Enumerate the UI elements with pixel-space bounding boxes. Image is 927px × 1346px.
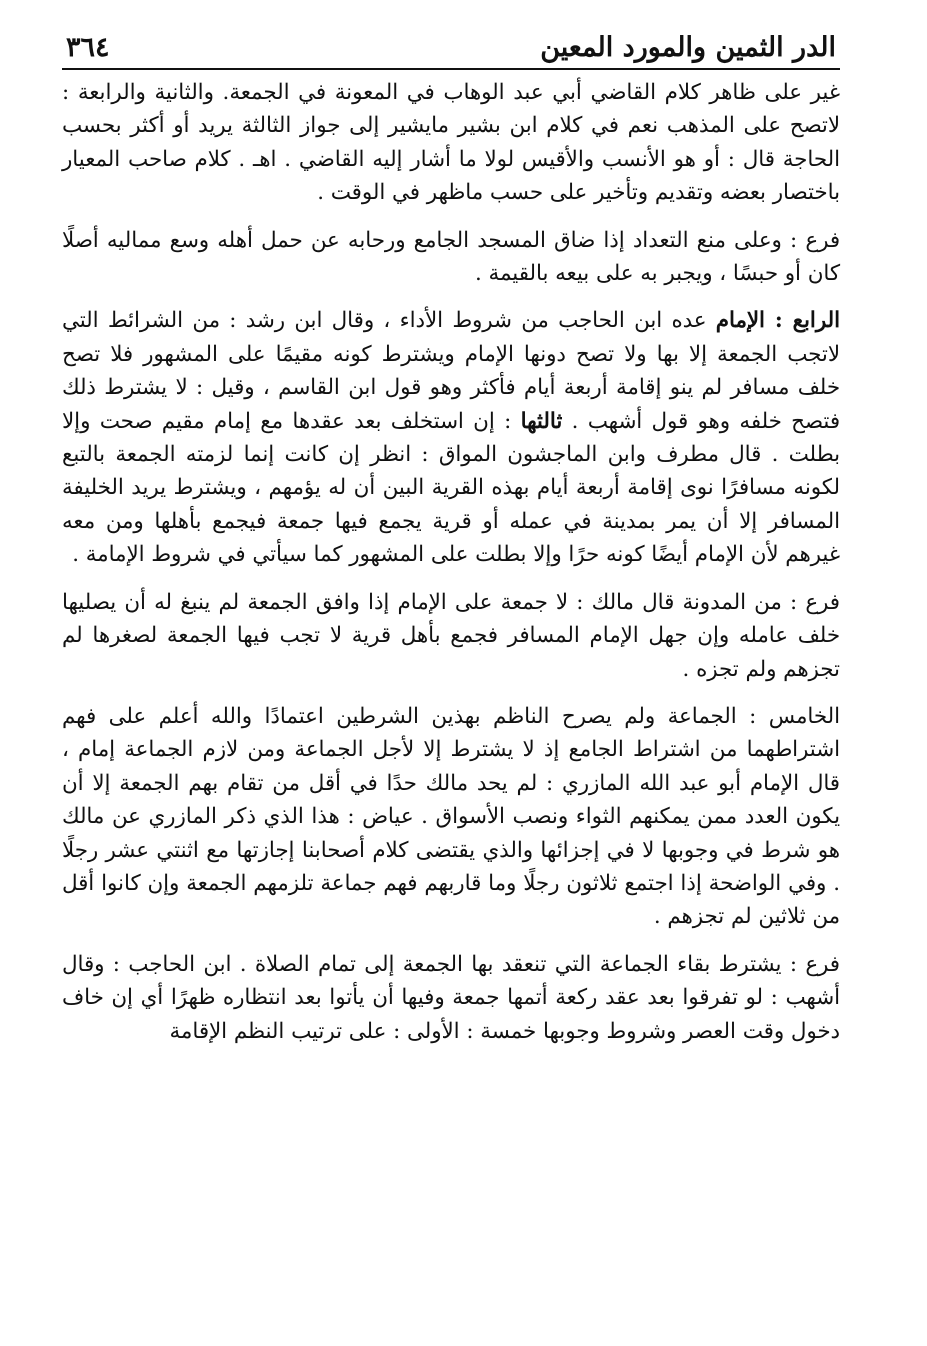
paragraph-3 — [62, 304, 840, 571]
paragraph-5: الخامس : الجماعة ولم يصرح الناظم بهذين الشرطين اعتمادًا والله أعلم على فهم اشتراطهما من اشتراط الجامع إذ لا يشترط إلا لأجل الجماعة ومن لازم الجماعة إمام ، قال الإمام أبو عبد الله المازري : لم يحد مالك حدًا في أقل من تقام بهم الجمعة إلا أن يكون العدد ممن يمكنهم الثواء ونصب الأسواق . عياض : هذا الذي ذكر المازري عن مالك هو شرط في وجوبها لا في إجزائها والذي يقتضى كلام أصحابنا إجازتها مع اثنتي عشر رجلًا . وفي الواضحة إذا اجتمع ثلاثون رجلًا وما قاربهم فهم جماعة تلزمهم الجمعة وإن كانوا أقل من ثلاثين لم تجزهم . — [62, 703, 840, 930]
body-text — [62, 76, 840, 1048]
paragraph-4: فرع : من المدونة قال مالك : لا جمعة على الإمام إذا وافق الجمعة لم ينبغ له أن يصليها خلف عامله وإن جهل الإمام المسافر فجمع بأهل قرية لا تجب فيها الجمعة لصغرها لم تجزهم ولم تجزه . — [62, 589, 840, 682]
paragraph-1: غير على ظاهر كلام القاضي أبي عبد الوهاب في المعونة في الجمعة. والثانية والرابعة : لاتصح على المذهب نعم في كلام ابن بشير مايشير إلى جواز الثالثة يريد أو أكثر بحسب الحاجة قال : أو هو الأنسب والأقيس لولا ما أشار إليه القاضي . اهـ . كلام صاحب المعيار باختصار بعضه وتقديم وتأخير على حسب ماظهر في الوقت . — [62, 80, 840, 206]
paragraph-3-text: عده ابن الحاجب من شروط الأداء ، وقال ابن رشد : من الشرائط التي لاتجب الجمعة إلا بها ولا تصح دونها الإمام ويشترط كونه مقيمًا على المشهور فلا تصح خلف مسافر لم ينو إقامة أربعة أيام فأكثر وهو قول ابن القاسم ، وقيل : لا يشترط ذلك فتصح خلفه وهو قول أشهب . — [62, 308, 840, 434]
book-page — [62, 26, 840, 1048]
book-title: الدر الثمين والمورد المعين — [540, 32, 836, 63]
paragraph-6: فرع : يشترط بقاء الجماعة التي تنعقد بها الجمعة إلى تمام الصلاة . ابن الحاجب : وقال أشهب : لو تفرقوا بعد عقد ركعة أتمها جمعة وفيها أن يأتوا بعد انتظاره ظهرًا أي إن خاف دخول وقت العصر وشروط وجوبها خمسة : الأولى : على ترتيب النظم الإقامة — [62, 951, 840, 1044]
third-opinion-term: ثالثها — [520, 408, 563, 434]
section-heading-fourth: الرابع : الإمام — [715, 308, 841, 334]
page-number: ٣٦٤ — [66, 32, 110, 63]
paragraph-2: فرع : وعلى منع التعداد إذا ضاق المسجد الجامع ورحابه عن حمل أهله وسع مماليه أصلًا كان أو حبسًا ، ويجبر به على بيعه بالقيمة . — [62, 227, 840, 287]
paragraph-3-text-continued: : إن استخلف بعد عقدها مع إمام مقيم صحت وإلا بطلت . قال مطرف وابن الماجشون المواق : انظر إن كانت إنما لزمته الجمعة بالتبع لكونه مسافرًا نوى إقامة أربعة أيام بهذه القرية البين أن له يؤمهم ، ويشترط يريد الخليفة المسافر إلا أن يمر بمدينة في عمله أو قرية يجمع فيها جمعة فيجمع بأهلها ومن معه غيرهم لأن الإمام أيضًا كونه حرًا وإلا بطلت على المشهور كما سيأتي في شروط الإمامة . — [62, 408, 840, 568]
running-header — [62, 26, 840, 70]
